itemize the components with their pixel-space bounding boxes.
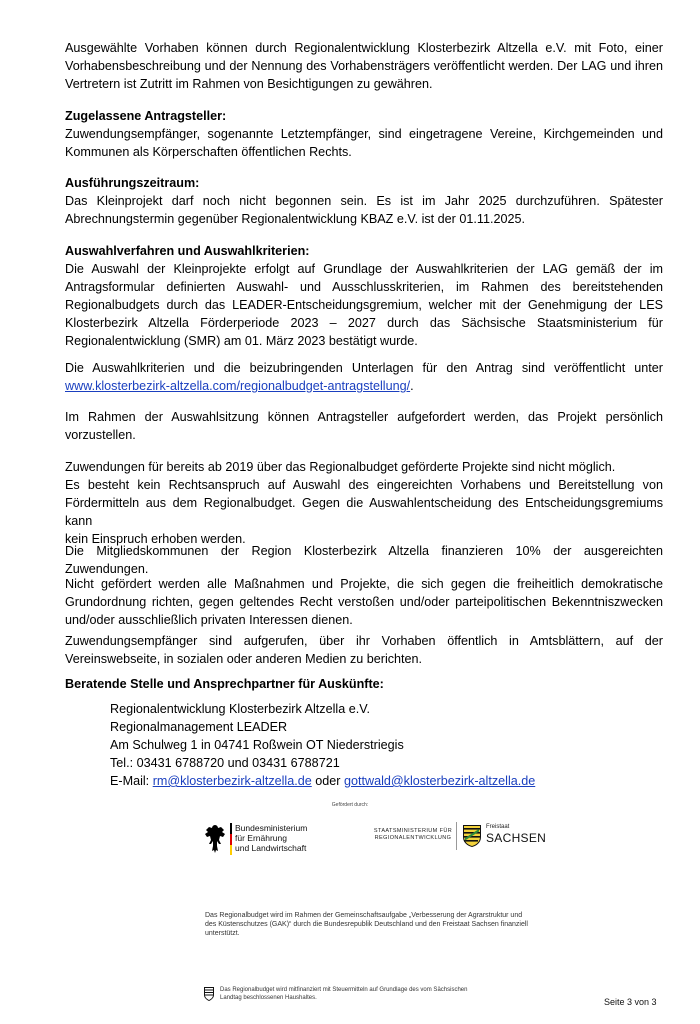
selection-section <box>65 242 663 350</box>
criteria-publication <box>65 359 663 395</box>
text-line: Die Auswahlkriterien und die beizubringenden Unterlagen für den Antrag sind veröffentlicht unter <box>65 361 663 375</box>
exclusions-paragraph <box>65 458 663 548</box>
text-line: Im Rahmen der Auswahlsitzung können Antragsteller aufgefordert werden, das Projekt persönlich <box>65 410 663 424</box>
text-line: Das Kleinprojekt darf noch nicht begonnen sein. Es ist im Jahr 2025 durchzuführen. Spätester <box>65 194 663 208</box>
bmel-line: Bundesministerium <box>235 823 308 833</box>
text-line: Regionalentwicklung (SMR) am 01. März 2023 bestätigt wurde. <box>65 334 418 348</box>
link-suffix: . <box>410 379 414 393</box>
text-line: Grundordnung richten, gegen geltendes Recht verstoßen und/oder parteipolitischen Bekenntniszwecken <box>65 595 663 609</box>
email-join: oder <box>311 774 344 788</box>
text-line: Antragsformular definierten Auswahl- und Ausschlusskriterien, im Rahmen des bereitstehenden <box>65 280 663 294</box>
text-line <box>65 377 663 395</box>
smr-line: REGIONALENTWICKLUNG <box>374 835 452 841</box>
period-section <box>65 174 663 228</box>
funded-by-label: Gefördert durch: <box>331 802 369 808</box>
regionalbudget-link[interactable]: www.klosterbezirk-altzella.com/regionalbudget-antragstellung/ <box>65 379 411 393</box>
gak-funding-note: Das Regionalbudget wird im Rahmen der Gemeinschaftsaufgabe „Verbesserung der Agrarstruktur und des Küstenschutzes (GAK)“ durch die Bundesrepublik Deutschland und den Freistaat Sachsen finanziell unterstützt. <box>205 912 528 937</box>
text-line: Die Auswahl der Kleinprojekte erfolgt auf Grundlage der Auswahlkriterien der LAG gemäß der im <box>65 262 663 276</box>
text-line: Zuwendungsempfänger sind aufgerufen, über ihr Vorhaben öffentlich in Amtsblättern, auf der <box>65 634 663 648</box>
email-link-gottwald[interactable]: gottwald@klosterbezirk-altzella.de <box>343 774 536 788</box>
section-heading: Ausführungszeitraum: <box>65 176 200 190</box>
tax-funding-note: Das Regionalbudget wird mitfinanziert mit Steuermitteln auf Grundlage des vom Sächsischen Landtag beschlossenen Haushaltes. <box>220 987 468 1001</box>
not-funded-paragraph <box>65 575 663 629</box>
text-line: und/oder ausschließlich privaten Interessen dienen. <box>65 613 353 627</box>
presentation-paragraph <box>65 408 663 444</box>
contact-phone: Tel.: 03431 6788720 und 03431 6788721 <box>110 756 340 770</box>
text-line: Kommunen als Körperschaften öffentlichen Rechts. <box>65 145 352 159</box>
sachsen-crest-icon <box>462 824 482 848</box>
bmel-line: für Ernährung <box>235 833 287 843</box>
sachsen-label: SACHSEN <box>486 831 547 845</box>
smr-wordmark <box>372 828 454 842</box>
text-line: Regionalbudgets durch das LEADER-Entscheidungsgremium, welcher mit der Genehmigung der LES <box>65 298 663 312</box>
bmel-wordmark <box>235 823 307 853</box>
contact-address: Am Schulweg 1 in 04741 Roßwein OT Niederstriegis <box>110 738 404 752</box>
contact-email-line <box>110 772 630 790</box>
advisory-section <box>65 675 663 693</box>
contact-block <box>110 700 630 790</box>
federal-eagle-icon <box>203 822 227 856</box>
text-line: Vorhabensbeschreibung und der Nennung des Vorhabensträgers veröffentlicht werden. Der LAG und ihren <box>65 59 663 73</box>
smr-sachsen-logo <box>372 822 547 852</box>
text-line: Fördermitteln aus dem Regionalbudget. Gegen die Auswahlentscheidung des Entscheidungsgremiums kann <box>65 496 663 528</box>
text-line: Es besteht kein Rechtsanspruch auf Auswahl des eingereichten Vorhabens und Bereitstellung von <box>65 478 663 492</box>
section-heading: Beratende Stelle und Ansprechpartner für Auskünfte: <box>65 677 384 691</box>
text-line: vorzustellen. <box>65 428 136 442</box>
cofinancing-paragraph <box>65 542 663 578</box>
text-line: Zuwendungsempfänger, sogenannte Letztempfänger, sind eingetragene Vereine, Kirchgemeinden und <box>65 127 663 141</box>
contact-org: Regionalentwicklung Klosterbezirk Altzella e.V. <box>110 702 370 716</box>
section-heading: Zugelassene Antragsteller: <box>65 109 227 123</box>
text-line: Nicht gefördert werden alle Maßnahmen und Projekte, die sich gegen die freiheitlich demokratische <box>65 577 663 591</box>
text-line: Vertretern ist Zutritt im Rahmen von Besichtigungen zu gewähren. <box>65 77 433 91</box>
text-line: Abrechnungstermin gegenüber Regionalentwicklung KBAZ e.V. ist der 01.11.2025. <box>65 212 525 226</box>
email-link-rm[interactable]: rm@klosterbezirk-altzella.de <box>152 774 312 788</box>
text-line: kein Einspruch erhoben werden. <box>65 532 246 546</box>
applicants-section <box>65 107 663 161</box>
intro-paragraph <box>65 39 663 93</box>
logo-divider <box>456 822 457 850</box>
bmel-logo <box>203 820 328 860</box>
freistaat-label: Freistaat <box>486 824 510 830</box>
email-prefix: E-Mail: <box>110 774 153 788</box>
reporting-paragraph <box>65 632 663 668</box>
text-line: Zuwendungen für bereits ab 2019 über das Regionalbudget geförderte Projekte sind nicht möglich. <box>65 460 616 474</box>
section-heading: Auswahlverfahren und Auswahlkriterien: <box>65 244 310 258</box>
text-line: Ausgewählte Vorhaben können durch Regionalentwicklung Klosterbezirk Altzella e.V. mit Foto, einer <box>65 41 663 55</box>
smr-line: STAATSMINISTERIUM FÜR <box>373 828 453 834</box>
sachsen-small-crest-icon <box>203 986 215 1002</box>
contact-dept: Regionalmanagement LEADER <box>110 720 288 734</box>
flag-bar-icon <box>230 823 232 855</box>
text-line: Klosterbezirk Altzella Förderperiode 2023 – 2027 durch das Sächsische Staatsministerium für <box>65 316 663 330</box>
text-line: Die Mitgliedskommunen der Region Klosterbezirk Altzella finanzieren 10% der ausgereichten Zuwendungen. <box>65 544 663 576</box>
text-line: Vereinswebseite, in sozialen oder anderen Medien zu berichten. <box>65 652 423 666</box>
page-number: Seite 3 von 3 <box>604 997 657 1007</box>
bmel-line: und Landwirtschaft <box>235 843 307 853</box>
